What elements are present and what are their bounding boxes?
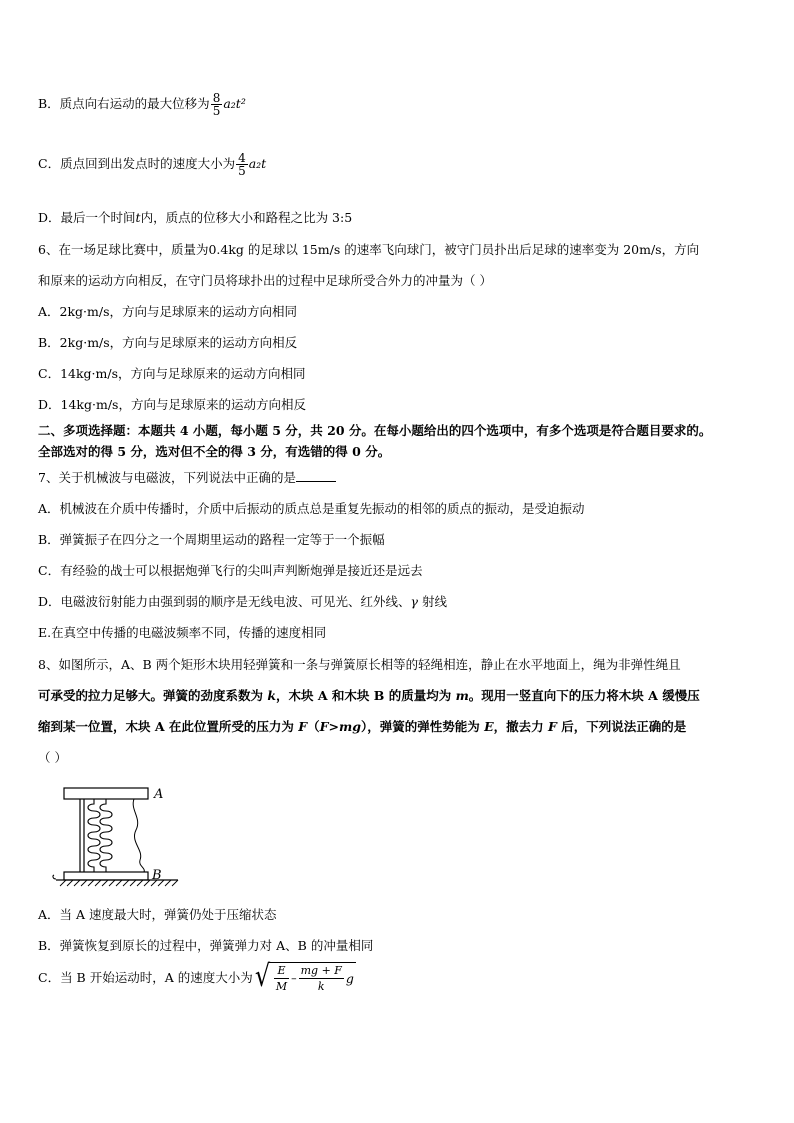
q5-option-c-text: C．质点回到出发点时的速度大小为 xyxy=(38,156,236,171)
q5-option-b xyxy=(38,92,246,117)
answer-blank xyxy=(296,469,336,482)
q6-option-d: D．14kg·m/s，方向与足球原来的运动方向相反 xyxy=(38,397,306,412)
q8-answer-parens: （ ） xyxy=(38,750,67,765)
q6-stem-line2: 和原来的运动方向相反，在守门员将球扑出的过程中足球所受合外力的冲量为（ ） xyxy=(38,273,492,288)
q6-stem-line1: 6、在一场足球比赛中，质量为0.4kg 的足球以 15m/s 的速率飞向球门，被守门员扑出后足球的速率变为 20m/s，方向 xyxy=(38,242,700,257)
sqrt-expression: √ $\frac{E}{M}$ – $\frac{mg + F}{k}$ g xyxy=(254,959,354,994)
spring-blocks-figure xyxy=(50,780,200,890)
q8-option-b: B．弹簧恢复到原长的过程中，弹簧弹力对 A、B 的冲量相同 xyxy=(38,938,374,953)
q7-stem: 7、关于机械波与电磁波，下列说法中正确的是 xyxy=(38,468,336,486)
block-a xyxy=(64,788,148,799)
q5-option-c xyxy=(38,152,266,177)
q5-option-c-fraction: $\frac{4}{5}$ xyxy=(238,151,246,178)
q6-option-c: C．14kg·m/s，方向与足球原来的运动方向相同 xyxy=(38,366,306,381)
q8-option-c: C．当 B 开始运动时，A 的速度大小为 √ $\frac{E}{M}$ – $\frac{mg + F}{k}$ g xyxy=(38,959,354,994)
q5-option-d: D．最后一个时间t内，质点的位移大小和路程之比为 3:5 xyxy=(38,210,353,225)
label-b: B xyxy=(152,868,162,883)
section2-instructions-line1: 二、多项选择题：本题共 4 小题，每小题 5 分，共 20 分。在每小题给出的四个选项中，有多个选项是符合题目要求的。 xyxy=(38,423,712,438)
q8-stem-line3: 缩到某一位置，木块 A 在此位置所受的压力为 F（F>mg），弹簧的弹性势能为 E，撤去力 F 后，下列说法正确的是 xyxy=(38,719,687,734)
spring-back xyxy=(100,799,112,872)
q8-option-a: A．当 A 速度最大时，弹簧仍处于压缩状态 xyxy=(38,907,277,922)
q7-option-b: B．弹簧振子在四分之一个周期里运动的路程一定等于一个振幅 xyxy=(38,532,385,547)
q7-option-c: C．有经验的战士可以根据炮弹飞行的尖叫声判断炮弹是接近还是远去 xyxy=(38,563,423,578)
q8-stem-line1: 8、如图所示，A、B 两个矩形木块用轻弹簧和一条与弹簧原长相等的轻绳相连，静止在水平地面上，绳为非弹性绳且 xyxy=(38,657,681,672)
spring xyxy=(88,799,100,872)
q7-option-e: E.在真空中传播的电磁波频率不同，传播的速度相同 xyxy=(38,625,327,640)
ground-edge-mark xyxy=(53,875,56,879)
q7-option-a: A．机械波在介质中传播时，介质中后振动的质点总是重复先振动的相邻的质点的振动，是受迫振动 xyxy=(38,501,585,516)
q5-option-b-expr: a₂t² xyxy=(223,96,246,111)
section2-instructions-line2: 全部选对的得 5 分，选对但不全的得 3 分，有选错的得 0 分。 xyxy=(38,444,391,459)
q8-stem-line2: 可承受的拉力足够大。弹簧的劲度系数为 k，木块 A 和木块 B 的质量均为 m。现用一竖直向下的压力将木块 A 缓慢压 xyxy=(38,688,700,703)
q6-option-b: B．2kg·m/s，方向与足球原来的运动方向相反 xyxy=(38,335,298,350)
q5-option-b-fraction: $\frac{8}{5}$ xyxy=(212,91,221,118)
label-a: A xyxy=(154,787,164,802)
block-b xyxy=(64,872,148,880)
q5-option-c-expr: a₂t xyxy=(248,156,267,171)
q7-option-d: D．电磁波衍射能力由强到弱的顺序是无线电波、可见光、红外线、γ 射线 xyxy=(38,594,447,609)
q6-option-a: A．2kg·m/s，方向与足球原来的运动方向相同 xyxy=(38,304,298,319)
rope xyxy=(133,799,144,872)
q5-option-b-text: B．质点向右运动的最大位移为 xyxy=(38,96,210,111)
